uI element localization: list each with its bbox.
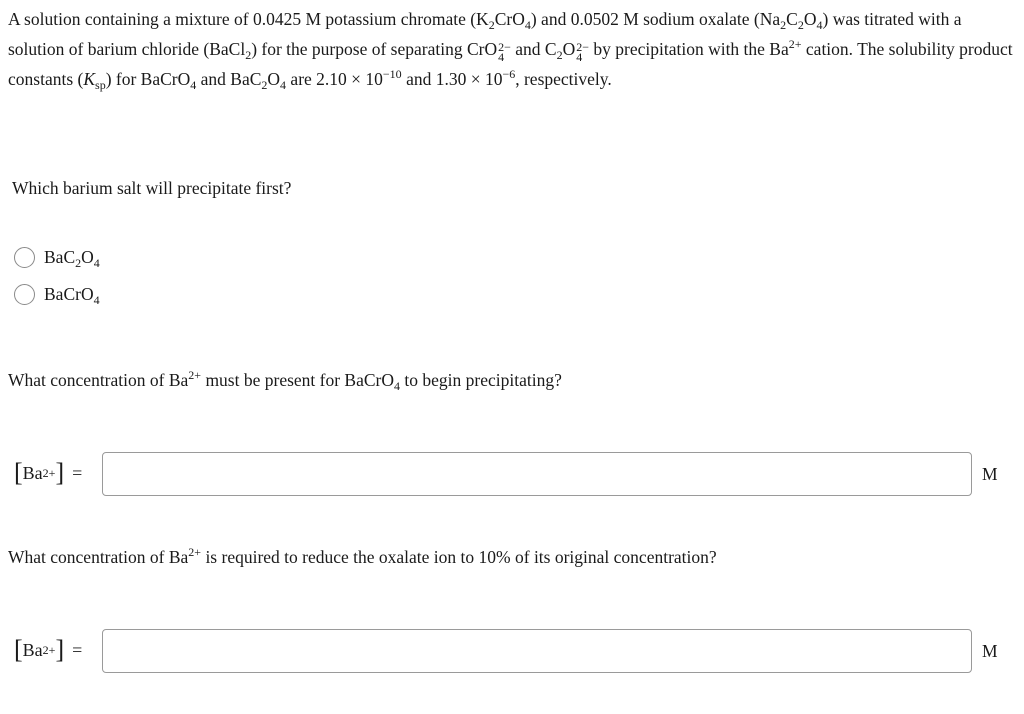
answer-row-q2 [14,452,1012,498]
answer-label: [ Ba 2+ ] = [14,458,83,487]
question-1-text: Which barium salt will precipitate first? [12,178,292,198]
option-bac2o4[interactable] [14,243,100,271]
problem-statement: A solution containing a mixture of 0.0425 M potassium chromate $(K_2CrO_4)$ and 0.0502 M sodium oxalate $(Na_2C_2O_4)$ was titrated with a solution of barium chloride (BaCl$_2$) for the purpose of separating CrO 2− 4 and $C_2O$ 2− 4 by precipitation with the $Ba^{2+}$ cation. The solubility product constants $(K_{sp})$ for BaCrO$_4$ and $BaC_2O_4$ are $2.10 \times 10^{-10}$ and $1.30 \times 10^{-6}$, respectively. [8,9,1013,92]
question-2-text: What concentration of $Ba^{2+}$ must be present for BaCrO$_4$ to begin precipitating? [8,368,562,393]
unit-label: M [982,464,998,484]
answer-label: [ Ba 2+ ] = [14,635,83,664]
radio-button[interactable] [14,247,35,268]
radio-button[interactable] [14,284,35,305]
option-label: BaCrO$_4$ [44,283,100,307]
option-label: $BaC_2O_4$ [44,246,100,270]
option-bacro4[interactable] [14,280,100,308]
ba-concentration-input-q3[interactable] [102,629,972,673]
ba-concentration-input-q2[interactable] [102,452,972,496]
question-3-text: What concentration of $Ba^{2+}$ is required to reduce the oxalate ion to 10% of its original concentration? [8,545,717,567]
answer-row-q3 [14,629,1012,675]
unit-label: M [982,641,998,661]
